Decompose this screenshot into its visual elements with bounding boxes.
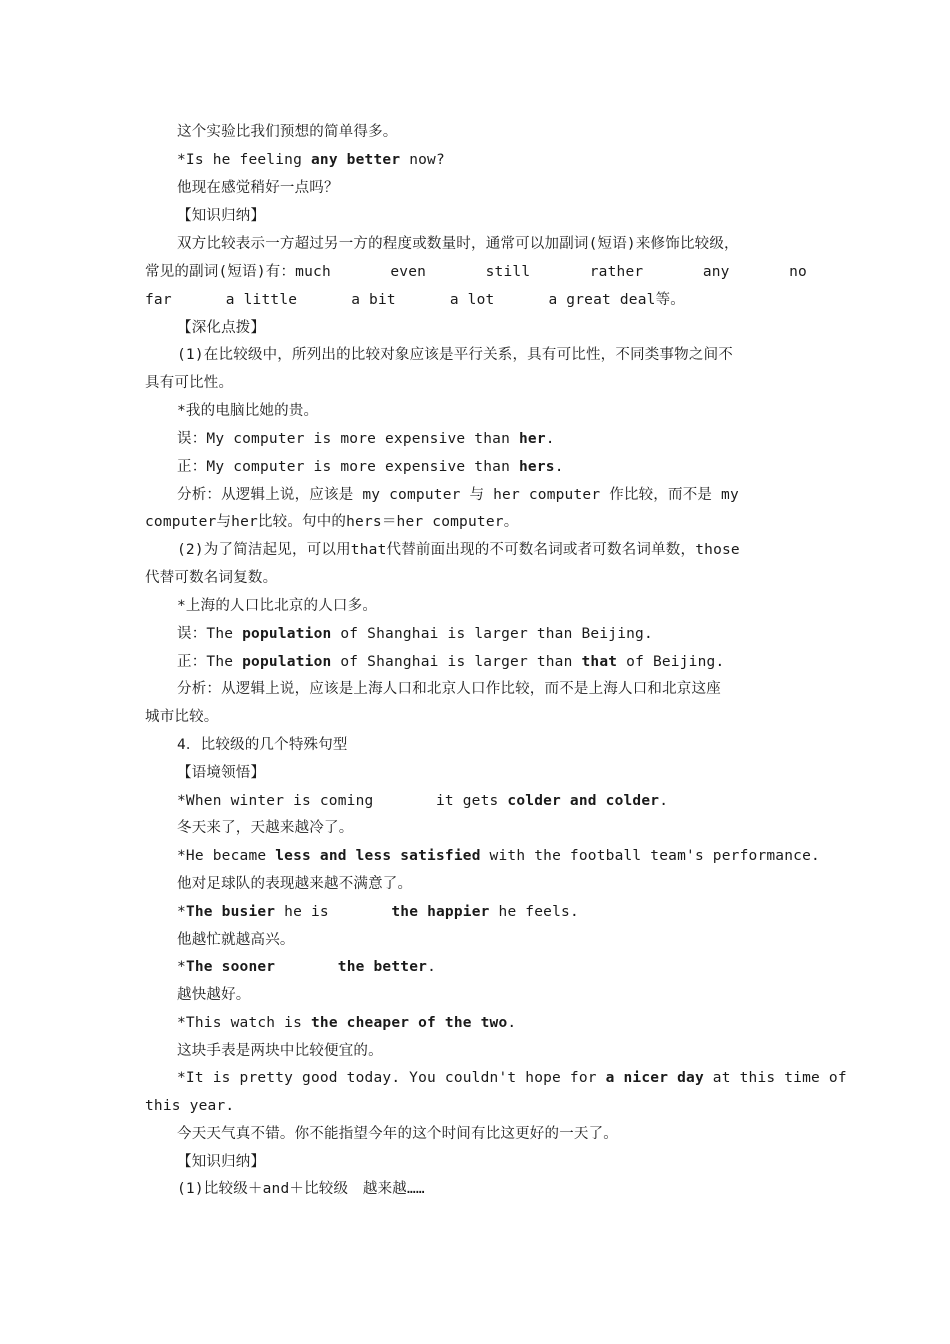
text: 常见的副词(短语)有：much xyxy=(145,264,331,280)
word: a bit xyxy=(351,292,396,308)
text: 今天天气真不错。你不能指望今年的这个时间有比这更好的一天了。 xyxy=(177,1126,618,1142)
text: 代替可数名词复数。 xyxy=(145,570,278,586)
text: of Beijing. xyxy=(617,654,725,670)
section-title xyxy=(177,735,807,755)
example-sentence xyxy=(177,846,820,866)
text: *Is he feeling xyxy=(177,152,311,168)
text: 【知识归纳】 xyxy=(177,208,266,224)
text: 4．比较级的几个特殊句型 xyxy=(177,737,348,753)
text: 城市比较。 xyxy=(145,709,219,725)
paragraph-line xyxy=(177,1179,807,1199)
translation-line xyxy=(177,985,807,1005)
highlight-phrase: colder and colder xyxy=(507,793,660,809)
text: 正：The xyxy=(177,654,243,670)
text: * xyxy=(177,959,186,975)
text: 分析：从逻辑上说，应该是 my computer 与 her computer 作比较，而不是 my xyxy=(177,487,739,503)
text xyxy=(275,959,338,975)
word: no xyxy=(789,264,807,280)
text: . xyxy=(545,431,555,447)
text: 误：My computer is more expensive than xyxy=(177,431,519,447)
word: far xyxy=(145,292,172,308)
highlight-phrase: the happier xyxy=(391,904,490,920)
paragraph-line xyxy=(145,373,807,393)
text: *When winter is coming it gets xyxy=(177,793,508,809)
text: 冬天来了，天越来越冷了。 xyxy=(177,820,354,836)
highlight-phrase: The sooner xyxy=(185,959,276,975)
example-sentence xyxy=(145,1096,807,1116)
paragraph-line xyxy=(177,345,807,365)
text: *He became xyxy=(177,848,276,864)
text: of Shanghai is larger than Beijing. xyxy=(331,626,653,642)
translation-line xyxy=(177,930,807,950)
paragraph-line xyxy=(145,290,685,310)
highlight-phrase: The busier xyxy=(185,904,276,920)
text: . xyxy=(554,459,564,475)
text: he feels. xyxy=(489,904,579,920)
text: *上海的人口比北京的人口多。 xyxy=(177,598,378,614)
example-sentence xyxy=(177,401,807,421)
text: 越快越好。 xyxy=(177,987,251,1003)
paragraph-line xyxy=(145,262,807,282)
text: . xyxy=(507,1015,517,1031)
correct-example xyxy=(177,457,807,477)
translation-line xyxy=(177,1124,807,1144)
highlight-phrase: a nicer day xyxy=(605,1070,704,1086)
text: (1)比较级＋and＋比较级 越来越…… xyxy=(177,1181,425,1197)
translation-line xyxy=(177,874,807,894)
example-sentence xyxy=(177,791,807,811)
text: 具有可比性。 xyxy=(145,375,234,391)
word: any xyxy=(702,264,730,280)
text: 【知识归纳】 xyxy=(177,1154,266,1170)
word: even xyxy=(390,264,427,280)
text: * xyxy=(177,904,186,920)
text: 他现在感觉稍好一点吗？ xyxy=(177,180,339,196)
highlight-phrase: the cheaper of the two xyxy=(310,1015,508,1031)
highlight-phrase: population xyxy=(242,626,332,642)
text: computer与her比较。句中的hers＝her computer。 xyxy=(145,514,519,530)
text: *It is pretty good today. You couldn't hope for xyxy=(177,1070,606,1086)
word: still xyxy=(485,264,531,280)
highlight-phrase: less and less satisfied xyxy=(275,848,481,864)
example-sentence xyxy=(177,596,807,616)
text: . xyxy=(659,793,669,809)
highlight-phrase: hers xyxy=(518,459,555,475)
translation-line xyxy=(177,178,807,198)
text: (2)为了简洁起见，可以用that代替前面出现的不可数名词或者可数名词单数，those xyxy=(177,542,740,558)
paragraph-line xyxy=(145,512,807,532)
example-sentence xyxy=(177,150,807,170)
text: of Shanghai is larger than xyxy=(331,654,582,670)
text: 分析：从逻辑上说，应该是上海人口和北京人口作比较，而不是上海人口和北京这座 xyxy=(177,681,721,697)
paragraph-line xyxy=(177,485,807,505)
word: a little xyxy=(225,292,298,308)
text: 这个实验比我们预想的简单得多。 xyxy=(177,124,398,140)
section-heading xyxy=(177,763,807,783)
text: 他对足球队的表现越来越不满意了。 xyxy=(177,876,413,892)
example-sentence xyxy=(177,902,807,922)
example-sentence xyxy=(177,1013,807,1033)
example-sentence xyxy=(177,1068,847,1088)
text: now? xyxy=(400,152,445,168)
word: a great deal等。 xyxy=(548,292,685,308)
text: 正：My computer is more expensive than xyxy=(177,459,519,475)
text: *This watch is xyxy=(177,1015,311,1031)
correct-example xyxy=(177,652,807,672)
text: 这块手表是两块中比较便宜的。 xyxy=(177,1043,383,1059)
paragraph-line xyxy=(145,568,807,588)
paragraph-line xyxy=(177,234,807,254)
text: with the football team's performance. xyxy=(480,848,820,864)
paragraph-line xyxy=(177,122,807,142)
highlight-phrase: her xyxy=(518,431,546,447)
text: 他越忙就越高兴。 xyxy=(177,932,295,948)
translation-line xyxy=(177,818,807,838)
example-sentence xyxy=(177,957,807,977)
wrong-example xyxy=(177,429,807,449)
paragraph-line xyxy=(145,707,807,727)
text: *我的电脑比她的贵。 xyxy=(177,403,319,419)
section-heading xyxy=(177,206,807,226)
text: 【语境领悟】 xyxy=(177,765,266,781)
translation-line xyxy=(177,1041,807,1061)
text: 【深化点拨】 xyxy=(177,320,266,336)
paragraph-line xyxy=(177,679,807,699)
text: 误：The xyxy=(177,626,243,642)
wrong-example xyxy=(177,624,807,644)
text: 双方比较表示一方超过另一方的程度或数量时，通常可以加副词(短语)来修饰比较级， xyxy=(177,236,739,252)
text: he is xyxy=(275,904,392,920)
section-heading xyxy=(177,1152,807,1172)
text: at this time of xyxy=(703,1070,847,1086)
text: (1)在比较级中，所列出的比较对象应该是平行关系，具有可比性，不同类事物之间不 xyxy=(177,347,733,363)
highlight-phrase: that xyxy=(581,654,618,670)
word: rather xyxy=(589,264,644,280)
text: this year. xyxy=(145,1098,235,1114)
section-heading xyxy=(177,318,807,338)
highlight-phrase: population xyxy=(242,654,332,670)
text: . xyxy=(427,959,437,975)
highlight-phrase: the better xyxy=(337,959,428,975)
word: a lot xyxy=(449,292,495,308)
highlight-phrase: any better xyxy=(310,152,401,168)
paragraph-line xyxy=(177,540,807,560)
